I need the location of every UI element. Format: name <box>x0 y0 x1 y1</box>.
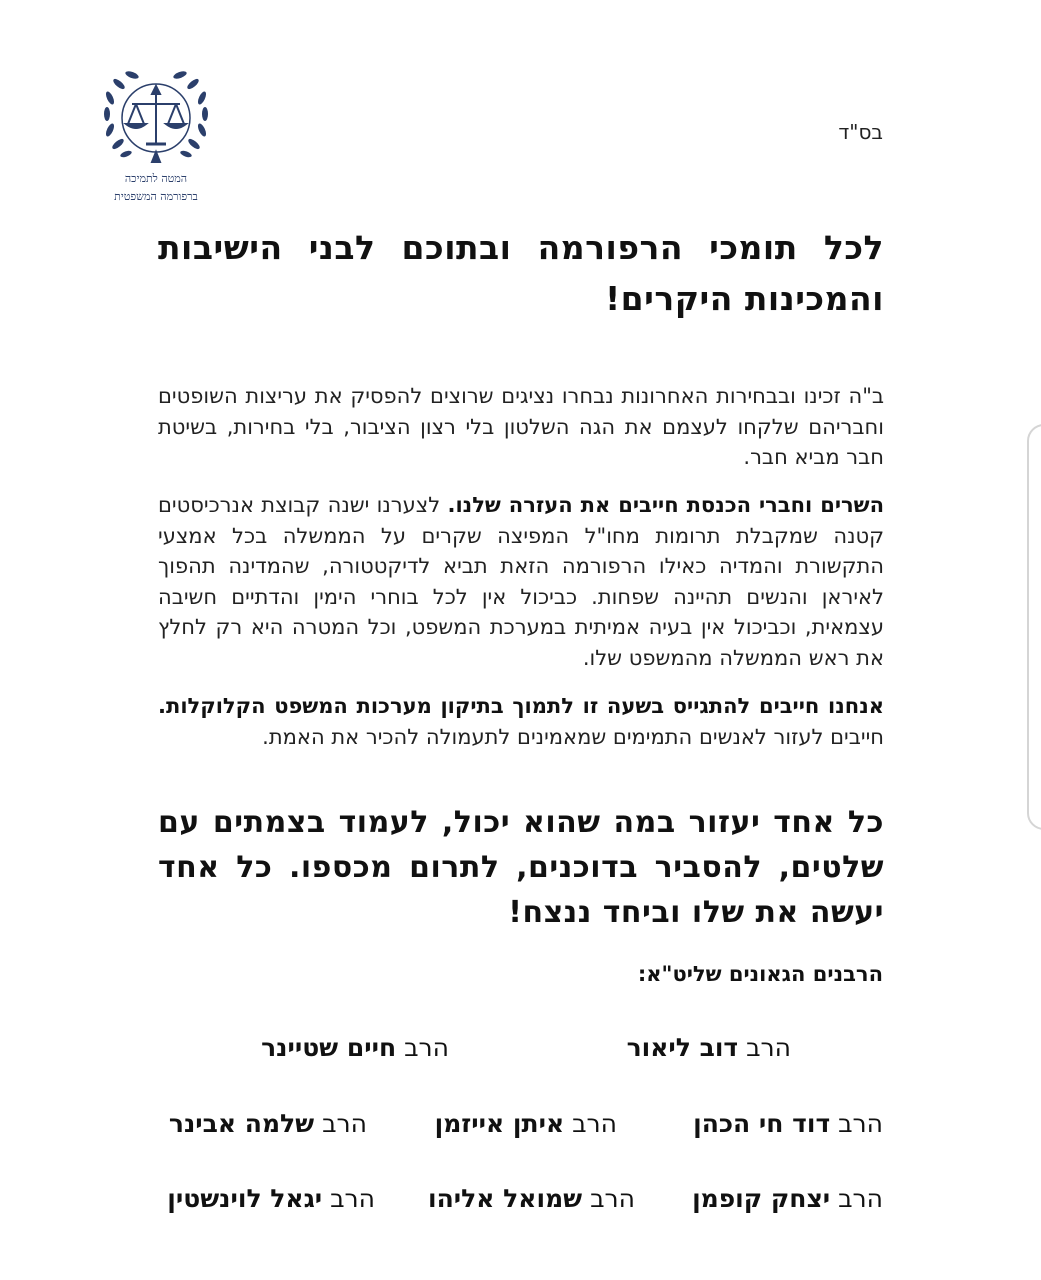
rabbi-signature: הרב יגאל לוינשטין <box>167 1184 375 1213</box>
rabbi-signature: הרב דוד חי הכהן <box>693 1109 883 1138</box>
paragraph-3-bold: אנחנו חייבים להתגייס בשעה זו לתמוך בתיקון מערכות המשפט הקלוקלות. <box>158 694 884 718</box>
paragraph-3 <box>158 691 884 752</box>
rabbi-signature: הרב דוב ליאור <box>626 1033 791 1062</box>
paragraph-3-rest: חייבים לעזור לאנשים התמימים שמאמינים לתעמולה להכיר את האמת. <box>262 724 884 749</box>
rabbi-signature: הרב שלמה אבינר <box>168 1109 367 1138</box>
rabbi-signature: הרב יצחק קופמן <box>692 1184 883 1213</box>
organization-logo <box>96 66 216 211</box>
paragraph-2-bold: השרים וחברי הכנסת חייבים את העזרה שלנו. <box>447 493 884 517</box>
logo-line-2: ברפורמה המשפטית <box>114 190 198 203</box>
paragraph-1: ב"ה זכינו ובבחירות האחרונות נבחרו נציגים שרוצים להפסיק את עריצות השופטים וחבריהם שלקחו לעצמם את הגה השלטון בלי רצון הציבור, בלי בחירות, בשיטת חבר מביא חבר. <box>158 384 884 469</box>
paragraph-2-rest: לצערנו ישנה קבוצת אנרכיסטים קטנה שמקבלת תרומות מחו"ל המפיצה שקרים על הממשלה בכל אמצעי התקשורת והמדיה כאילו הרפורמה הזאת תביא לדיקטטורה, שהמדינה תהפוך לאיראן והנשים תהיינה שפחות. כביכול אין לכל בוחרי הימין והדתיים חשיבה עצמאית, וכביכול אין בעיה אמיתית במערכת המשפט, וכל המטרה היא רק לחלץ את ראש הממשלה מהמשפט שלו. <box>158 493 884 670</box>
paragraph-2 <box>158 490 884 673</box>
scrollbar-thumb[interactable] <box>1027 424 1041 830</box>
rabbi-signature: הרב שמואל אליהו <box>428 1184 635 1213</box>
bsd-header: בס"ד <box>838 120 883 144</box>
call-to-action: כל אחד יעזור במה שהוא יכול, לעמוד בצמתים עם שלטים, להסביר בדוכנים, לתרום מכספו. כל אחד יעשה את שלו וביחד ננצח! <box>158 805 884 930</box>
document-title: לכל תומכי הרפורמה ובתוכם לבני הישיבות והמכינות היקרים! <box>158 228 884 318</box>
scales-wreath-icon <box>96 66 216 171</box>
rabbi-signature: הרב איתן אייזמן <box>434 1109 617 1138</box>
rabbis-heading: הרבנים הגאונים שליט"א: <box>637 962 883 986</box>
rabbi-signature: הרב חיים שטיינר <box>261 1033 449 1062</box>
logo-line-1: המטה לתמיכה <box>124 172 188 185</box>
